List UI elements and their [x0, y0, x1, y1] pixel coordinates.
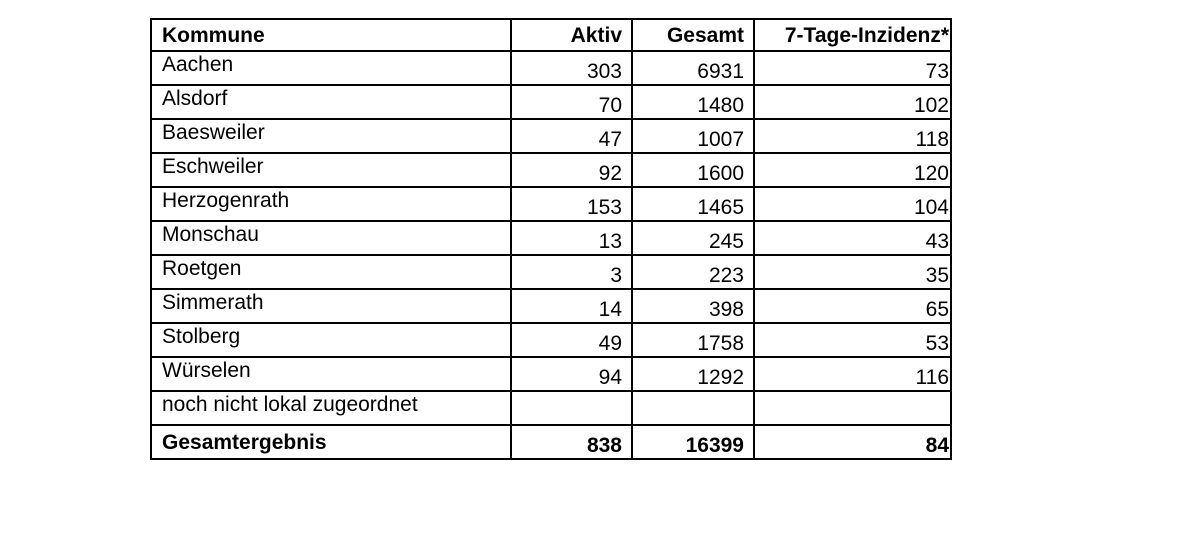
total-aktiv: 838	[511, 425, 632, 459]
table-row	[151, 323, 951, 357]
cell-aktiv: 94	[511, 357, 632, 391]
cell-gesamt	[632, 391, 754, 425]
header-kommune: Kommune	[151, 19, 511, 51]
cell-inzidenz: 118	[754, 119, 951, 153]
table-row	[151, 221, 951, 255]
cell-gesamt: 1480	[632, 85, 754, 119]
cell-gesamt: 1465	[632, 187, 754, 221]
cell-kommune: Würselen	[151, 357, 511, 391]
cell-kommune: Aachen	[151, 51, 511, 85]
cell-kommune: Monschau	[151, 221, 511, 255]
table-row	[151, 153, 951, 187]
cell-inzidenz: 65	[754, 289, 951, 323]
cell-gesamt: 398	[632, 289, 754, 323]
cell-inzidenz: 116	[754, 357, 951, 391]
table-row	[151, 187, 951, 221]
table-row	[151, 289, 951, 323]
cell-inzidenz: 102	[754, 85, 951, 119]
header-aktiv: Aktiv	[511, 19, 632, 51]
cell-aktiv: 70	[511, 85, 632, 119]
cell-aktiv: 49	[511, 323, 632, 357]
cell-inzidenz: 73	[754, 51, 951, 85]
cell-gesamt: 1007	[632, 119, 754, 153]
table-row	[151, 357, 951, 391]
total-label: Gesamtergebnis	[151, 425, 511, 459]
cell-gesamt: 6931	[632, 51, 754, 85]
cell-gesamt: 223	[632, 255, 754, 289]
cell-inzidenz: 43	[754, 221, 951, 255]
total-inzidenz: 84	[754, 425, 951, 459]
table-row	[151, 391, 951, 425]
total-row	[151, 425, 951, 459]
table-header-row	[151, 19, 951, 51]
cell-gesamt: 1600	[632, 153, 754, 187]
table-row	[151, 119, 951, 153]
cell-inzidenz: 53	[754, 323, 951, 357]
cell-inzidenz	[754, 391, 951, 425]
cell-gesamt: 245	[632, 221, 754, 255]
cell-aktiv: 153	[511, 187, 632, 221]
cell-aktiv: 47	[511, 119, 632, 153]
cell-aktiv	[511, 391, 632, 425]
table-row	[151, 85, 951, 119]
cell-kommune: Alsdorf	[151, 85, 511, 119]
cell-kommune: Herzogenrath	[151, 187, 511, 221]
table-row	[151, 51, 951, 85]
cell-gesamt: 1292	[632, 357, 754, 391]
total-gesamt: 16399	[632, 425, 754, 459]
cell-kommune: Stolberg	[151, 323, 511, 357]
cell-inzidenz: 104	[754, 187, 951, 221]
cell-kommune: noch nicht lokal zugeordnet	[151, 391, 511, 425]
cell-inzidenz: 35	[754, 255, 951, 289]
incidence-table	[150, 18, 952, 460]
cell-kommune: Eschweiler	[151, 153, 511, 187]
cell-aktiv: 303	[511, 51, 632, 85]
header-gesamt: Gesamt	[632, 19, 754, 51]
cell-kommune: Simmerath	[151, 289, 511, 323]
cell-kommune: Baesweiler	[151, 119, 511, 153]
cell-aktiv: 3	[511, 255, 632, 289]
header-inzidenz: 7-Tage-Inzidenz*	[754, 19, 951, 51]
cell-aktiv: 13	[511, 221, 632, 255]
cell-aktiv: 14	[511, 289, 632, 323]
cell-inzidenz: 120	[754, 153, 951, 187]
cell-gesamt: 1758	[632, 323, 754, 357]
table-row	[151, 255, 951, 289]
cell-aktiv: 92	[511, 153, 632, 187]
cell-kommune: Roetgen	[151, 255, 511, 289]
